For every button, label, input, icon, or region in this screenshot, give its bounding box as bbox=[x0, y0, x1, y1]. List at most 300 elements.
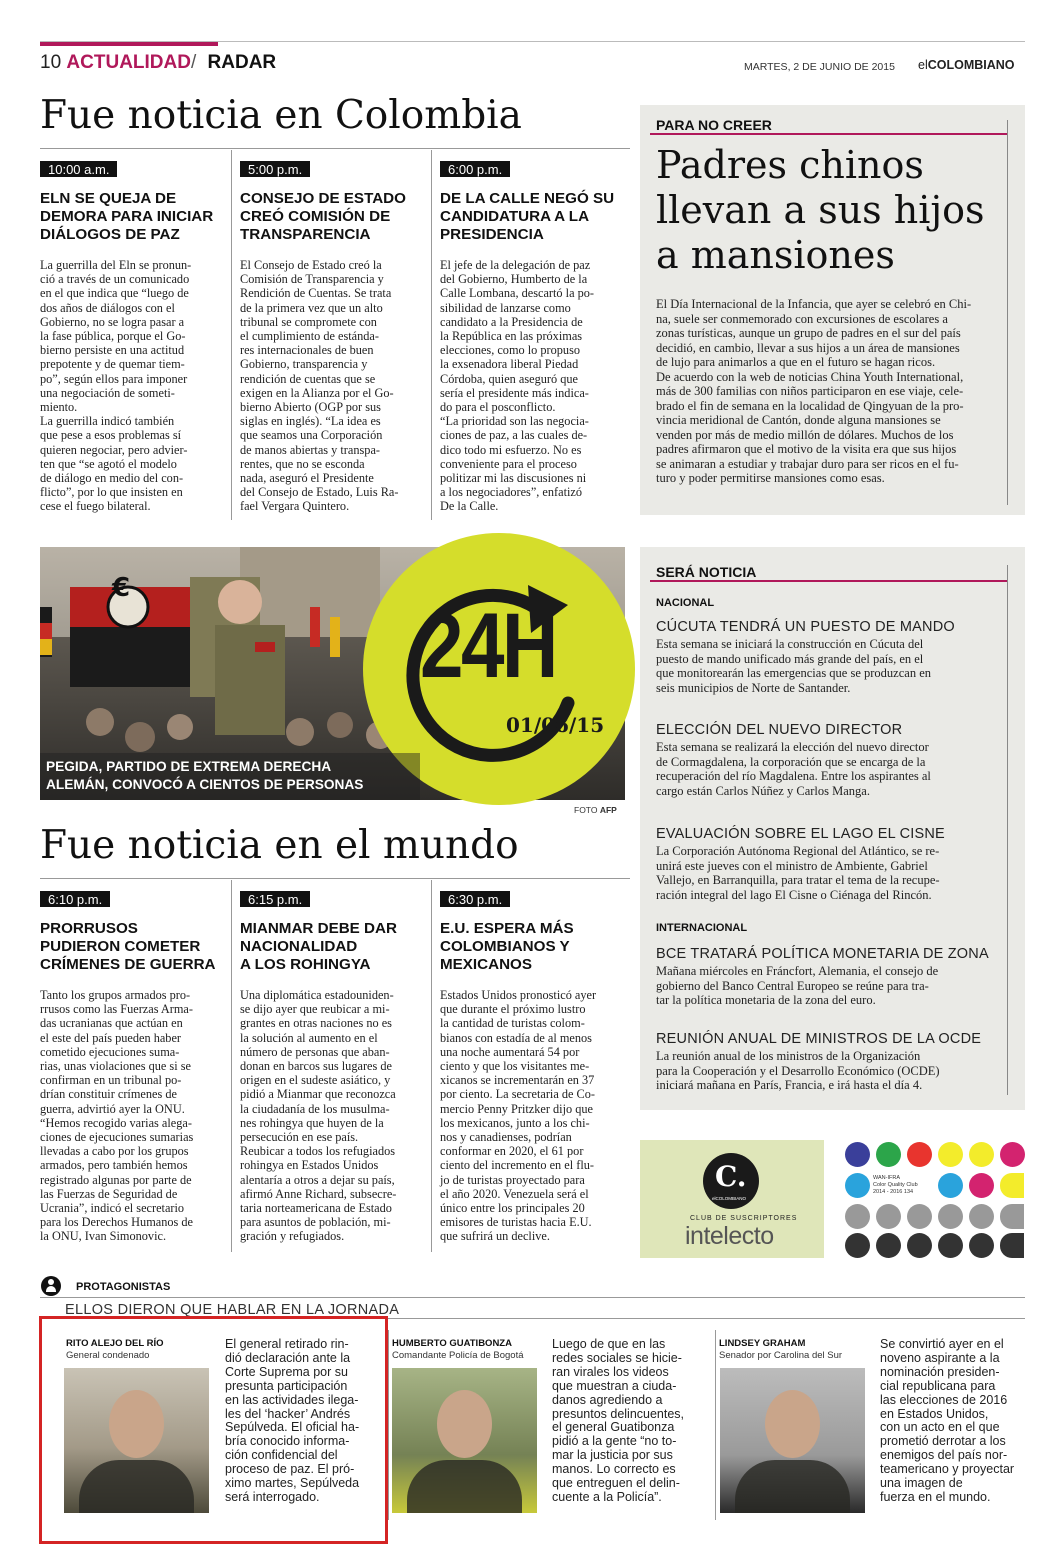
sera-noticia-label: SERÁ NOTICIA bbox=[656, 564, 757, 580]
person-role: General condenado bbox=[66, 1350, 150, 1361]
body-line: rendición de cuentas que se bbox=[240, 371, 376, 386]
headline-line: CREÓ COMISIÓN DE bbox=[240, 208, 391, 225]
text-line: fuerza en el mundo. bbox=[880, 1489, 991, 1504]
body-line: la ONU, Ivan Simonovic. bbox=[40, 1229, 167, 1244]
body-line: po”, según ellos para imponer bbox=[40, 371, 188, 386]
brand-prefix: el bbox=[918, 58, 928, 72]
text-line: que muestran a ciuda- bbox=[552, 1378, 677, 1393]
body-line: prepotente y de quemar tiem- bbox=[40, 357, 185, 372]
news-story bbox=[240, 159, 426, 514]
body-line: que sufrirá un declive. bbox=[440, 1229, 550, 1244]
body-line: dico todo mi esfuerzo. No es bbox=[440, 442, 582, 457]
body-line: Esta semana se iniciará la construcción en Cúcuta del bbox=[656, 637, 924, 651]
headline-line: PRESIDENCIA bbox=[440, 226, 544, 243]
masthead bbox=[40, 52, 276, 74]
face-shape bbox=[109, 1390, 164, 1458]
shoulders-shape bbox=[735, 1460, 850, 1513]
body-line: que monitorearán las emergencias que se produzcan en bbox=[656, 666, 931, 680]
body-line: más de 300 familias con niños participaron en ese viaje, cele- bbox=[656, 384, 964, 398]
column-divider bbox=[431, 880, 432, 1252]
body-line: Gobierno, transparencia y bbox=[240, 357, 368, 372]
sera-noticia-item bbox=[656, 946, 1016, 1008]
body-line: zonas turísticas, aunque un grupo de padres en el sur del país bbox=[656, 326, 961, 340]
body-line: armados, pero también hemos bbox=[40, 1158, 188, 1173]
person-text bbox=[225, 1338, 359, 1505]
shoulders-shape bbox=[79, 1460, 194, 1513]
text-line: será interrogado. bbox=[225, 1489, 320, 1504]
body-line: Rendición de Cuentas. Se trata bbox=[240, 286, 392, 301]
color-label-line: Color Quality Club bbox=[873, 1182, 918, 1188]
face-shape bbox=[765, 1390, 820, 1458]
item-body bbox=[656, 844, 1016, 902]
body-line: Estados Unidos pronosticó ayer bbox=[440, 988, 597, 1002]
body-line: sibilidad de lanzarse como bbox=[440, 300, 571, 315]
item-headline: REUNIÓN ANUAL DE MINISTROS DE LA OCDE bbox=[656, 1031, 982, 1047]
color-swatch bbox=[876, 1204, 901, 1229]
body-line: La guerrilla del Eln se pronun- bbox=[40, 258, 192, 272]
para-no-creer-rule bbox=[650, 133, 1008, 135]
club-ad-club: CLUB DE SUSCRIPTORES bbox=[690, 1215, 798, 1222]
club-ad-letter: C. bbox=[715, 1160, 747, 1193]
text-line: noveno aspirante a la bbox=[880, 1350, 1000, 1365]
story-body bbox=[240, 988, 426, 1244]
credit-source: AFP bbox=[599, 805, 617, 815]
color-swatch bbox=[845, 1142, 870, 1167]
body-line: que pese a esos problemas sí bbox=[40, 428, 182, 443]
sera-noticia-item bbox=[656, 722, 1016, 798]
body-line: por ciento. La secretaria de Co- bbox=[440, 1087, 596, 1102]
colombia-title: Fue noticia en Colombia bbox=[40, 93, 522, 138]
body-line: ciones de paz, a las cuales de- bbox=[440, 428, 588, 443]
body-line: para los Derechos Humanos de bbox=[40, 1215, 193, 1230]
headline-line: DIÁLOGOS DE PAZ bbox=[40, 226, 180, 243]
para-no-creer-label: PARA NO CREER bbox=[656, 117, 772, 133]
item-headline: EVALUACIÓN SOBRE EL LAGO EL CISNE bbox=[656, 826, 945, 842]
badge-24h-label: 24H bbox=[420, 595, 556, 697]
person-role: Comandante Policía de Bogotá bbox=[392, 1350, 524, 1361]
text-line: danos agrediendo a bbox=[552, 1392, 663, 1407]
body-line: El Consejo de Estado creó la bbox=[240, 258, 382, 272]
color-swatch bbox=[969, 1204, 994, 1229]
body-line: emisores de turistas hacia E.U. bbox=[440, 1215, 592, 1230]
story-body bbox=[240, 258, 426, 514]
person-name: HUMBERTO GUATIBONZA bbox=[392, 1338, 512, 1349]
color-swatch bbox=[845, 1204, 870, 1229]
body-line: ten que “se agotó el modelo bbox=[40, 456, 177, 471]
masthead-brand bbox=[918, 58, 1015, 72]
body-line: registrado algunas por parte de bbox=[40, 1172, 192, 1187]
text-line: mar la justicia por sus bbox=[552, 1448, 673, 1463]
nacional-label: NACIONAL bbox=[656, 597, 715, 609]
body-line: del Consejo de Estado, Luis Ra- bbox=[240, 485, 399, 500]
body-line: cargo están Carlos Núñez y Carlos Manga. bbox=[656, 783, 870, 798]
body-line: nada, aseguró el Presidente bbox=[240, 471, 374, 486]
color-swatch bbox=[1000, 1233, 1024, 1258]
body-line: rias, unas violaciones que si se bbox=[40, 1059, 191, 1074]
color-swatch bbox=[876, 1233, 901, 1258]
body-line: en el que indica que “luego de bbox=[40, 286, 189, 301]
body-line: confirman en un tribunal po- bbox=[40, 1073, 182, 1088]
body-line: grantes en otras naciones no es bbox=[240, 1016, 392, 1031]
body-line: politizar mi las discusiones ni bbox=[440, 471, 587, 486]
headline-line: MIANMAR DEBE DAR bbox=[240, 920, 397, 937]
body-line: iniciará mañana en París, Francia, e irá hasta el día 4. bbox=[656, 1078, 923, 1092]
body-line: el año 2020. Venezuela será el bbox=[440, 1186, 589, 1201]
subsection-name: RADAR bbox=[207, 52, 277, 73]
headline-line: CONSEJO DE ESTADO bbox=[240, 190, 406, 207]
color-swatch bbox=[845, 1173, 870, 1198]
body-line: Una diplomática estadouniden- bbox=[240, 988, 394, 1002]
text-line: enemigos del país nor- bbox=[880, 1448, 1008, 1463]
body-line: número de personas que aban- bbox=[240, 1044, 390, 1059]
para-no-creer-body bbox=[656, 297, 1016, 486]
body-line: la República en las próximas bbox=[440, 329, 583, 344]
text-line: que entreguen el delin- bbox=[552, 1476, 680, 1491]
body-line: La reunión anual de los ministros de la Organización bbox=[656, 1049, 921, 1063]
body-line: exigen en la Alianza por el Go- bbox=[240, 385, 394, 400]
color-swatch bbox=[845, 1233, 870, 1258]
text-line: cuente a la Policía”. bbox=[552, 1489, 662, 1504]
headline-line: CANDIDATURA A LA bbox=[440, 208, 590, 225]
shoulders-shape bbox=[407, 1460, 522, 1513]
story-time: 6:30 p.m. bbox=[440, 891, 510, 907]
body-line: la solución al aumento en el bbox=[240, 1030, 378, 1045]
text-line: una imagen de bbox=[880, 1476, 963, 1491]
body-line: elecciones, como lo propuso bbox=[440, 343, 581, 358]
body-line: gobierno del Banco Central Europeo se reúne para tra- bbox=[656, 978, 929, 993]
body-line: Gobierno, no se logra pasar a bbox=[40, 314, 185, 329]
body-line: alentaría a otros a dejar su país, bbox=[240, 1172, 395, 1187]
body-line: nos y canadienses, podrían bbox=[440, 1130, 572, 1145]
body-line: afirmó Anne Richard, subsecre- bbox=[240, 1186, 397, 1201]
body-line: Reubicar a todos los refugiados bbox=[240, 1144, 396, 1159]
news-story bbox=[40, 159, 226, 514]
section-separator: / bbox=[190, 52, 197, 73]
body-line: Tanto los grupos armados pro- bbox=[40, 988, 191, 1002]
body-line: El Día Internacional de la Infancia, que ayer se celebró en Chi- bbox=[656, 297, 972, 311]
person-photo bbox=[720, 1368, 865, 1513]
body-line: Calle Lombana, descartó la po- bbox=[440, 286, 594, 301]
headline-line: CRÍMENES DE GUERRA bbox=[40, 956, 216, 973]
person-text bbox=[552, 1338, 684, 1505]
para-no-creer-title bbox=[656, 143, 985, 278]
item-body bbox=[656, 637, 1016, 695]
body-line: bianos con estadía de al menos bbox=[440, 1030, 592, 1045]
item-body bbox=[656, 1049, 1016, 1093]
text-line: cial republicana para bbox=[880, 1378, 996, 1393]
column-divider bbox=[715, 1330, 716, 1520]
sera-noticia-rule bbox=[650, 580, 1008, 582]
body-line: conveniente para el proceso bbox=[440, 456, 577, 471]
headline-line: DEMORA PARA INICIAR bbox=[40, 208, 214, 225]
body-line: persecución en ese país. bbox=[240, 1130, 359, 1145]
story-headline bbox=[440, 190, 626, 244]
body-line: la exsenadora liberal Piedad bbox=[440, 357, 579, 372]
text-line: dió declaración ante la bbox=[225, 1350, 351, 1365]
section-name: ACTUALIDAD bbox=[66, 52, 191, 73]
body-line: padres afirmaron que el motivo de la visita era que sus hijos bbox=[656, 442, 957, 456]
body-line: mercio Penny Pritzker dijo que bbox=[440, 1101, 593, 1116]
body-line: taria norteamericana de Estado bbox=[240, 1201, 392, 1216]
body-line: El jefe de la delegación de paz bbox=[440, 258, 591, 272]
text-line: Se convirtió ayer en el bbox=[880, 1337, 1004, 1351]
body-line: puesto de mando unificado más grande del país, en el bbox=[656, 651, 924, 666]
body-line: las Fuerzas de Seguridad de bbox=[40, 1186, 178, 1201]
column-divider bbox=[231, 880, 232, 1252]
person-photo bbox=[64, 1368, 209, 1513]
color-swatch bbox=[907, 1142, 932, 1167]
body-line: ración integral del lago El Cisne o Ciénaga del Rincón. bbox=[656, 887, 932, 902]
color-swatch bbox=[969, 1173, 994, 1198]
club-ad-name: intelecto bbox=[685, 1222, 774, 1250]
text-line: ran virales los videos bbox=[552, 1364, 669, 1379]
body-line: los mexicanos, junto a los chi- bbox=[440, 1115, 590, 1130]
body-line: de manos abiertas y transpa- bbox=[240, 442, 380, 457]
body-line: único entre los principales 20 bbox=[440, 1201, 585, 1216]
story-time: 5:00 p.m. bbox=[240, 161, 310, 177]
body-line: do para el posconflicto. bbox=[440, 400, 556, 415]
body-line: la fase pública, porque el Go- bbox=[40, 329, 186, 344]
color-swatch bbox=[876, 1142, 901, 1167]
person-role: Senador por Carolina del Sur bbox=[719, 1350, 843, 1361]
text-line: el general Guatibonza bbox=[552, 1420, 675, 1435]
color-swatch bbox=[938, 1142, 963, 1167]
title-line: llevan a sus hijos bbox=[656, 188, 985, 232]
story-headline bbox=[240, 190, 426, 244]
person-photo bbox=[392, 1368, 537, 1513]
body-line: ció a través de un comunicado bbox=[40, 272, 190, 287]
body-line: Ucrania”, indicó el secretario bbox=[40, 1201, 185, 1216]
text-line: nominación presiden- bbox=[880, 1364, 1000, 1379]
story-body bbox=[40, 988, 226, 1244]
body-line: de Cormagdalena, la corporación que se encarga de la bbox=[656, 754, 926, 769]
body-line: La guerrilla indicó también bbox=[40, 414, 175, 429]
body-line: candidato a la Presidencia de bbox=[440, 314, 583, 329]
text-line: Corte Suprema por su bbox=[225, 1364, 348, 1379]
body-line: ciento y que los visitantes me- bbox=[440, 1059, 590, 1074]
body-line: Esta semana se realizará la elección del nuevo director bbox=[656, 740, 929, 754]
body-line: drían constituir crímenes de bbox=[40, 1087, 177, 1102]
body-line: recuperación del río Magdalena. Entre los aspirantes al bbox=[656, 769, 931, 783]
text-line: bría conocido informa- bbox=[225, 1434, 350, 1449]
body-line: jo de turistas proyectado para bbox=[440, 1172, 585, 1187]
news-story bbox=[40, 889, 226, 1244]
body-line: que durante el próximo lustro bbox=[440, 1002, 586, 1017]
body-line: Córdoba, quien aseguró que bbox=[440, 371, 578, 386]
body-line: una noche aumentará 54 por bbox=[440, 1044, 580, 1059]
body-line: ciones de ejecuciones sumarias bbox=[40, 1130, 194, 1145]
headline-line: TRANSPARENCIA bbox=[240, 226, 371, 243]
credit-label: FOTO bbox=[574, 805, 598, 815]
photo-flag-euro-symbol: € bbox=[112, 573, 131, 603]
body-line: donan en barcos sus lugares de bbox=[240, 1059, 392, 1074]
text-line: Sepúlveda. El oficial ha- bbox=[225, 1420, 360, 1435]
story-body bbox=[40, 258, 226, 514]
text-line: con un acto en el que bbox=[880, 1420, 1000, 1435]
headline-line: PRORRUSOS bbox=[40, 920, 138, 937]
photo-caption bbox=[46, 758, 363, 794]
masthead-rule bbox=[40, 41, 1025, 42]
headline-line: PUDIERON COMETER bbox=[40, 938, 201, 955]
sera-noticia-item bbox=[656, 1031, 1016, 1093]
photo-credit bbox=[574, 805, 617, 815]
headline-line: A LOS ROHINGYA bbox=[240, 956, 371, 973]
body-line: De la Calle. bbox=[440, 499, 499, 514]
body-line: origen en el sudeste asiático, y bbox=[240, 1073, 391, 1088]
story-body bbox=[440, 258, 626, 514]
internacional-label: INTERNACIONAL bbox=[656, 922, 748, 934]
news-story bbox=[440, 159, 626, 514]
body-line: guerra, advirtió ayer la ONU. bbox=[40, 1101, 185, 1116]
body-line: vincia meridional de Cantón, donde alguna mansiones se bbox=[656, 413, 941, 427]
color-swatch bbox=[969, 1233, 994, 1258]
body-line: siglas en inglés). “La idea es bbox=[240, 414, 381, 429]
body-line: se animaran a estudiar y trabajar duro para ser ricos en el fu- bbox=[656, 456, 959, 471]
headline-line: E.U. ESPERA MÁS bbox=[440, 920, 574, 937]
body-line: venden por más de medio millón de dólares. Muchos de los bbox=[656, 427, 954, 442]
protagonistas-subtitle: ELLOS DIERON QUE HABLAR EN LA JORNADA bbox=[65, 1302, 400, 1318]
person-icon bbox=[41, 1276, 61, 1296]
brand-name: COLOMBIANO bbox=[927, 58, 1015, 72]
body-line: das ucranianas que actúan en bbox=[40, 1016, 183, 1031]
text-line: El general retirado rin- bbox=[225, 1337, 349, 1351]
body-line: Comisión de Transparencia y bbox=[240, 272, 384, 287]
body-line: Mañana miércoles en Fráncfort, Alemania, el consejo de bbox=[656, 964, 939, 978]
body-line: xicanos se incrementarán en 37 bbox=[440, 1073, 595, 1088]
mundo-title-rule bbox=[40, 878, 630, 879]
text-line: prometió derrotar a los bbox=[880, 1434, 1006, 1449]
body-line: de la primera vez que un alto bbox=[240, 300, 383, 315]
column-divider bbox=[431, 150, 432, 520]
headline-line: ELN SE QUEJA DE bbox=[40, 190, 177, 207]
body-line: turo y poder permitirse mansiones como esas. bbox=[656, 471, 885, 485]
body-line: brado el fin de semana en la localidad de Qingyuan de la pro- bbox=[656, 398, 964, 413]
item-body bbox=[656, 740, 1016, 798]
story-headline bbox=[40, 190, 226, 244]
body-line: se dijo ayer que reubicar a mi- bbox=[240, 1002, 390, 1017]
body-line: quieren negociar, pero advier- bbox=[40, 442, 188, 457]
text-line: Luego de que en las bbox=[552, 1337, 666, 1351]
body-line: rentes, que no se esconda bbox=[240, 456, 365, 471]
body-line: cometido ejecuciones suma- bbox=[40, 1044, 180, 1059]
body-line: tar la política monetaria de la zona del euro. bbox=[656, 993, 876, 1007]
body-line: una negociación de someti- bbox=[40, 385, 175, 400]
color-swatch bbox=[1000, 1142, 1025, 1167]
body-line: decidió, en cambio, llevar a sus hijos a un área de mansiones bbox=[656, 340, 960, 355]
headline-line: MEXICANOS bbox=[440, 956, 532, 973]
text-line: presuntos delincuentes, bbox=[552, 1406, 685, 1421]
body-line: llevadas a cabo por los grupos bbox=[40, 1144, 189, 1159]
body-line: na, suele ser conmemorado con excursiones de escolares a bbox=[656, 311, 948, 326]
body-line: bierno Abierto (OGP por sus bbox=[240, 400, 381, 415]
text-line: ción confidencial del bbox=[225, 1448, 338, 1463]
body-line: para la Cooperación y el Desarrollo Económico (OCDE) bbox=[656, 1063, 940, 1078]
masthead-date: MARTES, 2 DE JUNIO DE 2015 bbox=[744, 61, 895, 73]
headline-line: COLOMBIANOS Y bbox=[440, 938, 570, 955]
badge-date: 01/06/15 bbox=[506, 713, 605, 737]
color-swatch bbox=[938, 1204, 963, 1229]
body-line: el cumplimiento de estándа- bbox=[240, 329, 379, 344]
text-line: redes sociales se hicie- bbox=[552, 1350, 682, 1365]
title-line: a mansiones bbox=[656, 233, 895, 277]
headline-line: NACIONALIDAD bbox=[240, 938, 358, 955]
story-headline bbox=[440, 920, 626, 974]
body-line: seis municipios de Norte de Santander. bbox=[656, 680, 851, 695]
text-line: teamericano y proyectar bbox=[880, 1462, 1015, 1477]
colombia-title-rule bbox=[40, 148, 630, 149]
body-line: para asuntos de población, mi- bbox=[240, 1215, 391, 1230]
person-text bbox=[880, 1338, 1014, 1505]
body-line: sería el presidente más indica- bbox=[440, 385, 589, 400]
body-line: gración y refugiados. bbox=[240, 1229, 345, 1244]
body-line: el este del país pueden haber bbox=[40, 1030, 182, 1045]
story-body bbox=[440, 988, 626, 1244]
body-line: rohingya en Estados Unidos bbox=[240, 1158, 379, 1173]
text-line: pidió a la gente “no to- bbox=[552, 1434, 677, 1449]
news-story bbox=[440, 889, 626, 1244]
story-time: 6:10 p.m. bbox=[40, 891, 110, 907]
body-line: miento. bbox=[40, 400, 78, 415]
story-time: 6:15 p.m. bbox=[240, 891, 310, 907]
body-line: Vallejo, en Barranquilla, para tratar el tema de la recupe- bbox=[656, 873, 940, 887]
body-line: rrusos como las Fuerzas Arma- bbox=[40, 1002, 193, 1017]
page-number: 10 bbox=[40, 52, 62, 73]
color-label-line: 2014 - 2016 134 bbox=[873, 1189, 914, 1195]
color-swatch bbox=[938, 1173, 963, 1198]
title-line: Padres chinos bbox=[656, 143, 924, 187]
item-headline: ELECCIÓN DEL NUEVO DIRECTOR bbox=[656, 722, 903, 738]
text-line: en Estados Unidos, bbox=[880, 1406, 989, 1421]
headline-line: DE LA CALLE NEGÓ SU bbox=[440, 190, 615, 207]
color-swatch bbox=[1000, 1173, 1024, 1198]
body-line: cese el fuego bilateral. bbox=[40, 499, 151, 514]
story-time: 6:00 p.m. bbox=[440, 161, 510, 177]
item-headline: BCE TRATARÁ POLÍTICA MONETARIA DE ZONA bbox=[656, 946, 989, 962]
body-line: La Corporación Autónoma Regional del Atlántico, se re- bbox=[656, 844, 940, 858]
body-line: “Hemos recogido varias alega- bbox=[40, 1115, 192, 1130]
body-line: del Gobierno, Humberto de la bbox=[440, 272, 588, 287]
body-line: conformar en 2020, el 61 por bbox=[440, 1144, 584, 1159]
color-label-line: WAN-IFRA bbox=[873, 1175, 900, 1181]
text-line: ximo martes, Sepúlveda bbox=[225, 1476, 360, 1491]
item-body bbox=[656, 964, 1016, 1008]
text-line: presunta participación bbox=[225, 1378, 348, 1393]
sera-noticia-item bbox=[656, 619, 1016, 695]
body-line: “La prioridad son las negocia- bbox=[440, 414, 589, 429]
body-line: que seamos una Corporación bbox=[240, 428, 383, 443]
person-name: LINDSEY GRAHAM bbox=[719, 1338, 806, 1349]
club-ad-brand: elCOLOMBIANO bbox=[712, 1196, 747, 1201]
color-swatch bbox=[938, 1233, 963, 1258]
text-line: proceso de paz. El pró- bbox=[225, 1462, 355, 1477]
body-line: fael Vergara Quintero. bbox=[240, 499, 350, 514]
body-line: pidió a Mianmar que reconozca bbox=[240, 1087, 396, 1102]
text-line: les del ‘hacker’ Andrés bbox=[225, 1406, 351, 1421]
news-story bbox=[240, 889, 426, 1244]
body-line: de diálogo en medio del con- bbox=[40, 471, 184, 486]
story-headline bbox=[240, 920, 426, 974]
body-line: flicto”, por lo que insisten en bbox=[40, 485, 183, 500]
body-line: tribunal se compromete con bbox=[240, 314, 377, 329]
body-line: de lujo para animarlos a que en el futuro se hagan ricos. bbox=[656, 355, 936, 369]
color-swatch bbox=[907, 1204, 932, 1229]
text-line: en las actividades ilega- bbox=[225, 1392, 359, 1407]
body-line: De acuerdo con la web de noticias China Youth International, bbox=[656, 369, 964, 384]
body-line: nes rohingya que huyen de la bbox=[240, 1115, 384, 1130]
body-line: unirá este jueves con el ministro de Ambiente, Gabriel bbox=[656, 858, 928, 873]
person-name: RITO ALEJO DEL RÍO bbox=[66, 1338, 164, 1349]
caption-line: PEGIDA, PARTIDO DE EXTREMA DERECHA bbox=[46, 759, 332, 774]
